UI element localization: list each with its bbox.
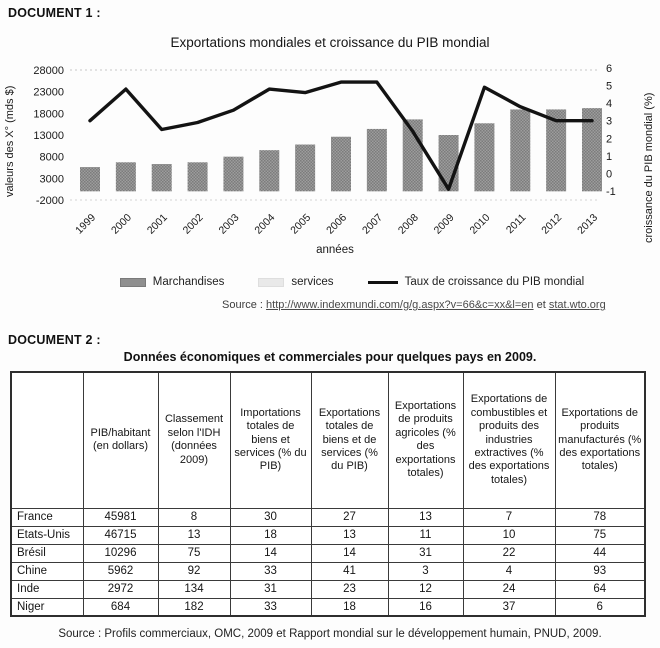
left-tick--2000: -2000 xyxy=(35,195,64,207)
country-cell: Brésil xyxy=(11,544,83,562)
value-cell: 10296 xyxy=(83,544,158,562)
header-exportations-totales: Exportations totales de biens et de services (% du PIB) xyxy=(311,372,388,508)
left-tick-28000: 28000 xyxy=(33,65,64,77)
value-cell: 33 xyxy=(230,562,311,580)
right-tick-0: 0 xyxy=(606,168,613,181)
value-cell: 13 xyxy=(388,508,463,526)
table-title: Données économiques et commerciales pour quelques pays en 2009. xyxy=(123,350,537,364)
year-label-2011: 2011 xyxy=(503,211,529,237)
value-cell: 134 xyxy=(158,580,230,598)
economic-data-table xyxy=(10,371,646,617)
value-cell: 11 xyxy=(388,526,463,544)
marchandises-bars xyxy=(80,108,602,191)
left-tick-18000: 18000 xyxy=(33,108,64,121)
bar-2003 xyxy=(223,157,243,192)
value-cell: 75 xyxy=(555,526,645,544)
bar-2007 xyxy=(367,129,387,191)
value-cell: 14 xyxy=(311,544,388,562)
value-cell: 5962 xyxy=(83,562,158,580)
table-header-row xyxy=(11,372,645,508)
value-cell: 10 xyxy=(463,526,555,544)
value-cell: 41 xyxy=(311,562,388,580)
bar-2002 xyxy=(188,162,208,191)
value-cell: 27 xyxy=(311,508,388,526)
chart-legend xyxy=(22,276,660,288)
value-cell: 45981 xyxy=(83,508,158,526)
legend-label-marchandises: Marchandises xyxy=(152,276,225,288)
bar-1999 xyxy=(80,167,100,191)
value-cell: 31 xyxy=(388,544,463,562)
left-tick-23000: 23000 xyxy=(33,86,64,99)
header-exportations-combustibles: Exportations de combustibles et produits des industries extractives (% des exportations totales) xyxy=(463,372,555,508)
legend-item-marchandises xyxy=(120,276,225,288)
legend-item-services xyxy=(258,276,333,288)
table-source-line: Source : Profils commerciaux, OMC, 2009 et Rapport mondial sur le développement humain, PNUD, 2009. xyxy=(58,628,602,640)
value-cell: 93 xyxy=(555,562,645,580)
legend-item-taux-croissance xyxy=(368,276,585,288)
value-cell: 46715 xyxy=(83,526,158,544)
bar-2000 xyxy=(116,162,136,191)
indexmundi-link[interactable]: http://www.indexmundi.com/g/g.aspx?v=66&c=xx&l=en xyxy=(266,299,534,311)
right-tick-1: 1 xyxy=(606,150,613,163)
value-cell: 30 xyxy=(230,508,311,526)
year-label-2009: 2009 xyxy=(431,211,457,237)
value-cell: 18 xyxy=(311,598,388,616)
year-label-2008: 2008 xyxy=(395,211,421,237)
right-tick-3: 3 xyxy=(606,115,613,128)
value-cell: 64 xyxy=(555,580,645,598)
services-swatch-icon xyxy=(258,278,284,287)
right-tick-4: 4 xyxy=(606,98,613,111)
value-cell: 13 xyxy=(158,526,230,544)
header-exportations-agricoles: Exportations de produits agricoles (% des exportations totales) xyxy=(388,372,463,508)
right-tick-6: 6 xyxy=(606,63,613,75)
value-cell: 13 xyxy=(311,526,388,544)
right-tick-2: 2 xyxy=(606,133,613,146)
country-cell: France xyxy=(11,508,83,526)
header-corner-cell xyxy=(11,372,83,508)
bar-2006 xyxy=(331,137,351,192)
table-row-france xyxy=(11,508,645,526)
growth-line-swatch-icon xyxy=(368,281,398,284)
bar-2005 xyxy=(295,145,315,192)
table-row-chine xyxy=(11,562,645,580)
value-cell: 37 xyxy=(463,598,555,616)
year-label-2013: 2013 xyxy=(575,211,601,237)
bar-2004 xyxy=(259,150,279,191)
chart-title: Exportations mondiales et croissance du PIB mondial xyxy=(170,35,490,50)
exports-gdp-chart xyxy=(0,55,660,263)
table-row-br-sil xyxy=(11,544,645,562)
value-cell: 24 xyxy=(463,580,555,598)
year-label-2003: 2003 xyxy=(216,211,242,237)
bar-2010 xyxy=(474,123,494,191)
left-axis-title: valeurs des X° (mds $) xyxy=(4,85,16,197)
country-cell: Inde xyxy=(11,580,83,598)
x-axis-title: années xyxy=(316,244,354,256)
value-cell: 8 xyxy=(158,508,230,526)
value-cell: 12 xyxy=(388,580,463,598)
table-row-inde xyxy=(11,580,645,598)
year-labels xyxy=(73,212,600,237)
value-cell: 14 xyxy=(230,544,311,562)
value-cell: 33 xyxy=(230,598,311,616)
country-cell: Etats-Unis xyxy=(11,526,83,544)
document1-label: DOCUMENT 1 : xyxy=(8,6,101,20)
marchandises-swatch-icon xyxy=(120,278,146,287)
value-cell: 78 xyxy=(555,508,645,526)
country-cell: Chine xyxy=(11,562,83,580)
value-cell: 44 xyxy=(555,544,645,562)
value-cell: 22 xyxy=(463,544,555,562)
source-middle: et xyxy=(533,299,549,311)
right-axis-title: croissance du PIB mondial (%) xyxy=(643,92,655,243)
value-cell: 7 xyxy=(463,508,555,526)
value-cell: 182 xyxy=(158,598,230,616)
header-exportations-manufactures: Exportations de produits manufacturés (% des exportations totales) xyxy=(555,372,645,508)
year-label-2004: 2004 xyxy=(252,211,278,237)
bar-2011 xyxy=(510,109,530,191)
right-tick-5: 5 xyxy=(606,80,613,93)
year-label-1999: 1999 xyxy=(73,211,99,237)
table-row-niger xyxy=(11,598,645,616)
value-cell: 4 xyxy=(463,562,555,580)
table-row-etats-unis xyxy=(11,526,645,544)
country-cell: Niger xyxy=(11,598,83,616)
header-pib-habitant: PIB/habitant (en dollars) xyxy=(83,372,158,508)
year-label-2002: 2002 xyxy=(180,211,206,237)
year-label-2007: 2007 xyxy=(359,211,385,237)
source-prefix: Source : xyxy=(222,299,267,311)
value-cell: 684 xyxy=(83,598,158,616)
header-importations-totales: Importations totales de biens et services (% du PIB) xyxy=(230,372,311,508)
year-label-2010: 2010 xyxy=(467,211,493,237)
bar-2009 xyxy=(439,135,459,191)
value-cell: 18 xyxy=(230,526,311,544)
year-label-2006: 2006 xyxy=(324,211,350,237)
year-label-2000: 2000 xyxy=(108,211,134,237)
value-cell: 23 xyxy=(311,580,388,598)
value-cell: 2972 xyxy=(83,580,158,598)
value-cell: 75 xyxy=(158,544,230,562)
year-label-2001: 2001 xyxy=(144,211,170,237)
chart-source-line xyxy=(222,299,606,311)
bar-2001 xyxy=(152,164,172,191)
year-label-2012: 2012 xyxy=(539,211,565,237)
document2-label: DOCUMENT 2 : xyxy=(8,333,101,347)
left-tick-13000: 13000 xyxy=(33,130,64,142)
value-cell: 31 xyxy=(230,580,311,598)
header-classement-idh: Classement selon l'IDH (données 2009) xyxy=(158,372,230,508)
year-label-2005: 2005 xyxy=(288,211,314,237)
value-cell: 3 xyxy=(388,562,463,580)
right-tick--1: -1 xyxy=(606,186,616,198)
value-cell: 92 xyxy=(158,562,230,580)
legend-label-taux-croissance: Taux de croissance du PIB mondial xyxy=(404,276,585,288)
value-cell: 6 xyxy=(555,598,645,616)
left-tick-3000: 3000 xyxy=(39,173,64,186)
legend-label-services: services xyxy=(291,276,334,288)
wto-stats-link[interactable]: stat.wto.org xyxy=(548,299,606,311)
left-tick-8000: 8000 xyxy=(39,151,64,164)
value-cell: 16 xyxy=(388,598,463,616)
